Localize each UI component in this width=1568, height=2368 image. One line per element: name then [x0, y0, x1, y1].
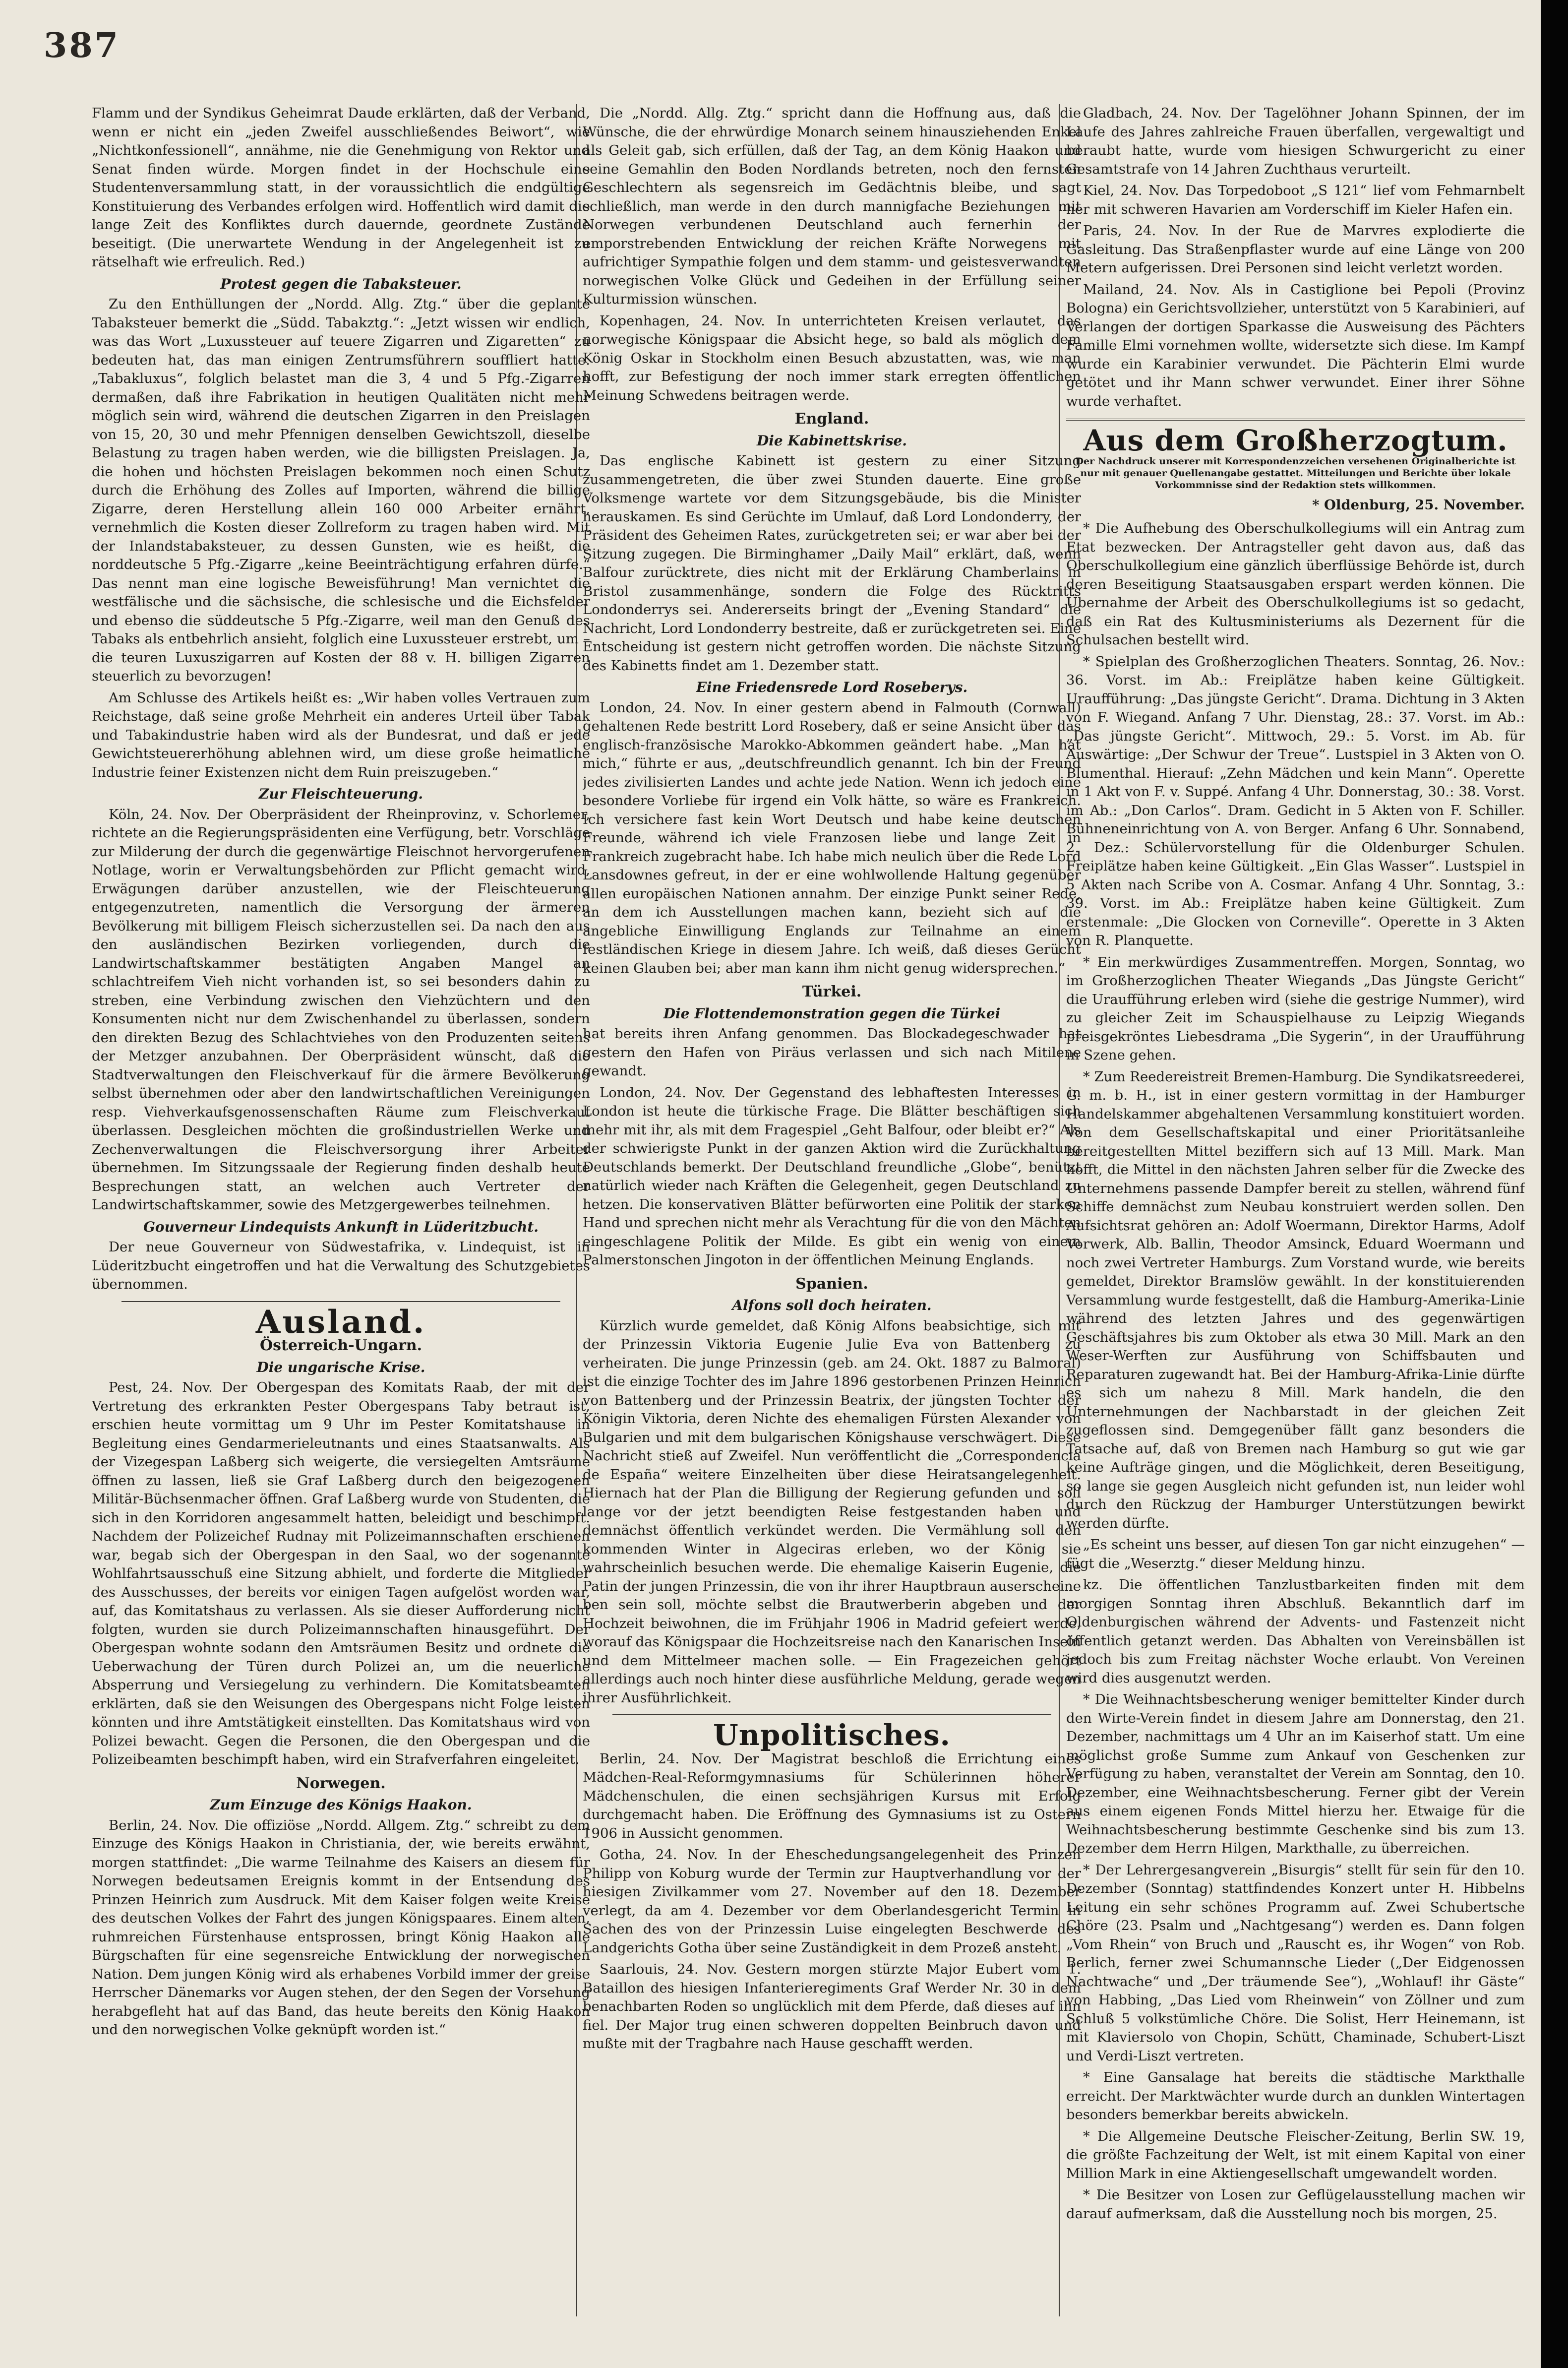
section-divider: [121, 1301, 560, 1302]
section-title: Unpolitisches.: [713, 1718, 951, 1752]
article-paragraph: * Die Aufhebung des Oberschulkollegiums will ein Antrag zum Etat bezwecken. Der Antragsteller geht davon aus, daß das Oberschulkollegium eine gänzlich überflüssige Behörde ist, durch deren Beseitigung Staatsausgaben erspart werden können. Die Übernahme der Arbeit des Oberschulkollegiums ist so gedacht, daß ein Rat des Kultusministeriums als Dezernent für die Schulsachen bestellt wird.: [1066, 520, 1525, 648]
article-paragraph: * Ein merkwürdiges Zusammentreffen. Morgen, Sonntag, wo im Großherzoglichen Theater Wiegands „Das Jüngste Gericht“ die Uraufführung erleben wird (siehe die gestrige Nummer), wird zu gleicher Zeit im Schauspielhause zu Leipzig Wiegands preisgekröntes Liebesdrama „Die Sygerin“, in der Uraufführung in Szene gehen.: [1066, 954, 1525, 1063]
article-paragraph: Das englische Kabinett ist gestern zu einer Sitzung zusammengetreten, die über zwei Stunden dauerte. Eine große Volksmenge wartete vor dem Sitzungsgebäude, bis die Minister herauskamen. Es sind Gerüchte im Umlauf, daß Lord Londonderry, der Präsident des Geheimen Rates, zurückgetreten sei; er war aber bei der Sitzung zugegen. Die Birminghamer „Daily Mail“ erklärt, daß, wenn Balfour zurücktrete, dies nicht mit der Erklärung Chamberlains in Bristol zusammenhänge, sondern die Folge des Rücktritts Londonderrys sei. Andererseits bringt der „Evening Standard“ die Nachricht, Lord Londonderry bestreite, daß er zurückgetreten sei. Eine Entscheidung ist gestern nicht getroffen worden. Die nächste Sitzung des Kabinetts findet am 1. Dezember statt.: [583, 453, 1081, 674]
article-paragraph: Kopenhagen, 24. Nov. In unterrichteten Kreisen verlautet, das norwegische Königspaar die Absicht hege, so bald als möglich dem König Oskar in Stockholm einen Besuch abzustatten, was, wie man hofft, zur Befestigung der noch immer stark erregten öffentlichen Meinung Schwedens beitragen werde.: [583, 312, 1081, 403]
article-paragraph: Gotha, 24. Nov. In der Eheschedungsangelegenheit des Prinzen Philipp von Koburg wurde der Termin zur Hauptverhandlung vor der hiesigen Zivilkammer vom 27. November auf den 18. Dezember verlegt, da am 4. Dezember vor dem Oberlandesgericht Termin in Sachen des von der Prinzessin Luise eingelegten Beschwerde des Landgerichts Gotha über seine Zuständigkeit in dem Prozeß ansteht.: [583, 1847, 1081, 1956]
section-divider: [612, 1714, 1051, 1715]
article-heading: Protest gegen die Tabaksteuer.: [220, 275, 462, 292]
article-paragraph: * Die Weihnachtsbescherung weniger bemittelter Kinder durch den Wirte-Verein findet in diesem Jahre am Donnerstag, den 21. Dezember, nachmittags um 4 Uhr an im Kaiserhof statt. Um eine möglichst große Summe zum Ankauf von Geschenken zur Verfügung zu haben, veranstaltet der Verein am Sonntag, den 10. Dezember, eine Weihnachtsbescherung. Ferner gibt der Verein aus einem eigenen Fonds Mittel hierzu her. Etwaige für die Weihnachtsbescherung bestimmte Geschenke sind bis zum 13. Dezember dem Herrn Hilgen, Markthalle, zu überreichen.: [1066, 1691, 1525, 1856]
country-heading: Norwegen.: [296, 1774, 386, 1792]
article-paragraph: Kürzlich wurde gemeldet, daß König Alfons beabsichtige, sich mit der Prinzessin Viktoria Eugenie Julie Eva von Battenberg zu verheiraten. Die junge Prinzessin (geb. am 24. Okt. 1887 zu Balmoral) ist die einzige Tochter des im Jahre 1896 gestorbenen Prinzen Heinrich von Battenberg und der Prinzessin Beatrix, der jüngsten Tochter der Königin Viktoria, deren Nichte des ehemaligen Fürsten Alexander von Bulgarien und mit dem bulgarischen Königshause verschwägert. Diese Nachricht stieß auf Zweifel. Nun veröffentlicht die „Correspondencia de España“ weitere Einzelheiten über diese Heiratsangelegenheit. Hiernach hat der Plan die Billigung der Regierung gefunden und soll lange vor der jetzt beendigten Reise festgestanden haben und demnächst öffentlich verkündet werden. Die Vermählung soll den kommenden Winter in Algeciras erleben, wo der König sie wahrscheinlich besuchen werde. Die ehemalige Kaiserin Eugenie, die Patin der jungen Prinzessin, die von ihr ihrer Hauptbraun auserscheine ben sein soll, möchte selbst die Brautwerberin abgeben und der Hochzeit beiwohnen, die im Frühjahr 1906 in Madrid gefeiert werde, worauf das Königspaar die Hochzeitsreise nach den Kanarischen Inseln und dem Mittelmeer machen solle. — Ein Fragezeichen gehört allerdings auch noch hinter diese ausführliche Meldung, gerade wegen ihrer Ausführlichkeit.: [583, 1317, 1081, 1706]
reprint-notice: Der Nachdruck unserer mit Korrespondenzzeichen versehenen Originalberichte ist nur mit genauer Quellenangabe gestattet. Mitteilungen und Berichte über lokale Vorkommnisse sind der Redaktion stets willkommen.: [1075, 455, 1516, 491]
page-number: 387: [44, 26, 120, 65]
article-paragraph: * Eine Gansalage hat bereits die städtische Markthalle erreicht. Der Marktwächter wurde durch an dunklen Wintertagen besonders bemerkbar bereits abwickeln.: [1066, 2069, 1525, 2122]
article-heading: Zur Fleischteuerung.: [258, 786, 423, 802]
article-paragraph: London, 24. Nov. Der Gegenstand des lebhaftesten Interesses in London ist heute die türkische Frage. Die Blätter beschäftigen sich mehr mit ihr, als mit dem Fragespiel „Geht Balfour, oder bleibt er?“ Als der schwierigste Punkt in der ganzen Aktion wird die Zurückhaltung Deutschlands bemerkt. Der Deutschland freundliche „Globe“, benützt natürlich wieder nach Kräften die Gelegenheit, gegen Deutschland zu hetzen. Die konservativen Blätter befürworten eine Politik der starken Hand und sprechen nicht mehr als Verachtung für die von den Mächten eingeschlagene Politik der Milde. Es gibt ein wenig von einem Palmerstonschen Jingoton in der öffentlichen Meinung Englands.: [583, 1084, 1081, 1268]
article-paragraph: Pest, 24. Nov. Der Obergespan des Komitats Raab, der mit der Vertretung des erkrankten Pester Obergespans Taby betraut ist, erschien heute vormittag um 9 Uhr im Pester Komitatshause in Begleitung eines Gendarmerieleutnants und eines Staatsanwalts. Als der Vizegespan Laßberg sich weigerte, die versiegelten Amtsräume öffnen zu lassen, ließ sie Graf Laßberg durch den beigezogenen Militär-Büchsenmacher öffnen. Graf Laßberg wurde von Studenten, die sich in den Korridoren angesammelt hatten, beleidigt und beschimpft. Nachdem der Polizeichef Rudnay mit Polizeimannschaften erschienen war, begab sich der Obergespan in den Saal, wo der sogenannte Wohlfahrtsausschuß eine Sitzung abhielt, und forderte die Mitglieder des Ausschusses, der bereits vor einigen Tagen aufgelöst worden war, auf, das Komitatshaus zu verlassen. Als sie dieser Aufforderung nicht folgten, wurden sie durch Polizeimannschaften hinausgeführt. Der Obergespan wohnte sodann den Amtsräumen Besitz und ordnete die Ueberwachung der Türen durch Polizei an, um die neuerliche Absperrung und Versiegelung zu verhindern. Die Komitatsbeamten erklärten, daß sie den Weisungen des Obergespans nicht Folge leisten könnten und ihre Amtstätigkeit einstellten. Das Komitatshaus wird von Polizei bewacht. Gegen die Personen, die den Obergespan und die Polizeibeamten beschimpft haben, wird ein Strafverfahren eingeleitet.: [92, 1379, 590, 1767]
article-paragraph: * Der Lehrergesangverein „Bisurgis“ stellt für sein für den 10. Dezember (Sonntag) stattfindendes Konzert unter H. Hibbelns Leitung ein sehr schönes Programm auf. Zwei Schubertsche Chöre (23. Psalm und „Nachtgesang“) werden es. Dann folgen „Vom Rhein“ von Bruch und „Rauscht es, ihr Wogen“ von Rob. Berlich, ferner zwei Schumannsche Lieder („Der Eidgenossen Nachtwache“ und „Der träumende See“), „Wohlauf! ihr Gäste“ von Habbing, „Das Lied vom Rheinwein“ von Zöllner und zum Schluß 5 volkstümliche Chöre. Die Solist, Herr Heinemann, ist mit Klaviersolo von Chopin, Schütt, Chaminade, Schubert-Liszt und Verdi-Liszt vertreten.: [1066, 1862, 1525, 2064]
article-paragraph: Kiel, 24. Nov. Das Torpedoboot „S 121“ lief vom Fehmarnbelt her mit schweren Havarien am Vorderschiff im Kieler Hafen ein.: [1066, 183, 1525, 217]
article-paragraph: Paris, 24. Nov. In der Rue de Marvres explodierte die Gasleitung. Das Straßenpflaster wurde auf eine Länge von 200 Metern aufgerissen. Drei Personen sind leicht verletzt worden.: [1066, 223, 1525, 276]
column-1: [92, 104, 590, 2326]
article-heading: Zum Einzuge des Königs Haakon.: [210, 1797, 472, 1813]
article-paragraph: * Die Allgemeine Deutsche Fleischer-Zeitung, Berlin SW. 19, die größte Fachzeitung der Welt, ist mit einem Kapital von einer Million Mark in eine Aktiengesellschaft umgewandelt worden.: [1066, 2128, 1525, 2181]
article-paragraph: Zu den Enthüllungen der „Nordd. Allg. Ztg.“ über die geplante Tabaksteuer bemerkt die „Südd. Tabakztg.“: „Jetzt wissen wir endlich, was das Wort „Luxussteuer auf teuere Zigarren und Zigaretten“ zu bedeuten hat, das man einigen Zentrumsführern souffliert hatte. „Tabakluxus“, folglich belastet man die 3, 4 und 5 Pfg.-Zigarren dermaßen, daß ihre Fabrikation in heutigen Qualitäten nicht mehr möglich sein wird, während die deutschen Zigarren in den Preislagen von 15, 20, 30 und mehr Pfennigen denselben Gewichtszoll, dieselbe Belastung zu tragen haben werden, wie die billigsten Preislagen. Ja, die hohen und höchsten Preislagen bekommen noch einen Schutz durch die Erhöhung des Zolles auf Importen, während die billige Zigarre, deren Herstellung allein 160 000 Arbeiter ernährt, vernehmlich die Kosten dieser Zollreform zu tragen haben wird. Mit der Inlandstabaksteuer, zu dessen Gunsten, wie es heißt, die norddeutsche 5 Pfg.-Zigarre „keine Beeinträchtigung erfahren dürfe.“ Das nennt man eine logische Beweisführung! Man vernichtet die westfälische und die sächsische, die schlesische und die Eichsfelder und ebenso die süddeutsche 5 Pfg.-Zigarre, weil man den Genuß des Tabaks als entbehrlich ansieht, folglich eine Luxussteuer erstrebt, um – die teuren Luxuszigarren auf Kosten der 88 v. H. billigen Zigarren steuerlich zu bevorzugen!: [92, 296, 590, 684]
column-3: [1066, 104, 1525, 2326]
article-heading: Die ungarische Krise.: [256, 1359, 425, 1375]
article-paragraph: kz. Die öffentlichen Tanzlustbarkeiten finden mit dem morgigen Sonntag ihren Abschluß. Bekanntlich darf im Oldenburgischen während der Advents- und Fastenzeit nicht öffentlich getanzt werden. Das Abhalten von Vereinsbällen ist jedoch bis zum Freitag nächster Woche erlaubt. Von Vereinen wird dies ausgenutzt werden.: [1066, 1577, 1525, 1686]
article-paragraph: „Es scheint uns besser, auf diesen Ton gar nicht einzugehen“ — fügt die „Weserztg.“ dieser Meldung hinzu.: [1066, 1537, 1525, 1571]
article-paragraph: hat bereits ihren Anfang genommen. Das Blockadegeschwader hat gestern den Hafen von Piräus verlassen und sich nach Mitilene gewandt.: [583, 1026, 1081, 1079]
article-heading: Die Flottendemonstration gegen die Türkei: [663, 1005, 1001, 1022]
article-paragraph: Berlin, 24. Nov. Die offiziöse „Nordd. Allgem. Ztg.“ schreibt zu dem Einzuge des Königs Haakon in Christiania, der, wie bereits erwähnt, morgen stattfindet: „Die warme Teilnahme des Kaisers an diesem für Norwegen bedeutsamen Ereignis kommt in der Entsendung des Prinzen Heinrich zum Ausdruck. Mit dem Kaiser folgen weite Kreise des deutschen Volkes der Fahrt des jungen Königspaares. Einem alten, ruhmreichen Fürstenhause entsprossen, bringt König Haakon alle Bürgschaften für eine segensreiche Entwicklung der norwegischen Nation. Dem jungen König wird als erhabenes Vorbild immer der greise Herrscher Dänemarks vor Augen stehen, der den Segen der Vorsehung herabgefleht hat auf das Band, das heute bereits den König Haakon und den norwegischen Volke geknüpft worden ist.“: [92, 1817, 590, 2038]
section-divider: [1066, 419, 1525, 421]
article-paragraph: Gladbach, 24. Nov. Der Tagelöhner Johann Spinnen, der im Laufe des Jahres zahlreiche Frauen überfallen, vergewaltigt und beraubt hatte, wurde vom hiesigen Schwurgericht zu einer Gesamtstrafe von 14 Jahren Zuchthaus verurteilt.: [1066, 105, 1525, 177]
article-heading: Gouverneur Lindequists Ankunft in Lüderitzbucht.: [143, 1218, 539, 1235]
article-paragraph: Flamm und der Syndikus Geheimrat Daude erklärten, daß der Verband, wenn er nicht ein „jeden Zweifel ausschließendes Beiwort“, wie „Nichtkonfessionell“, annähme, nie die Genehmigung von Rektor und Senat finden würde. Morgen findet in der Hochschule eine Studentenversammlung statt, in der voraussichtlich die endgültige Konstituierung des Verbandes erfolgen wird. Hoffentlich wird damit die lange Zeit des Konfliktes durch dauernde, geordnete Zustände beseitigt. (Die unerwartete Wendung in der Angelegenheit ist zu rätselhaft wie erfreulich. Red.): [92, 105, 590, 270]
article-heading: Alfons soll doch heiraten.: [732, 1297, 932, 1313]
article-paragraph: Die „Nordd. Allg. Ztg.“ spricht dann die Hoffnung aus, daß die Wünsche, die der ehrwürdige Monarch seinem hinausziehenden Enkel als Geleit gab, sich erfüllen, daß der Tag, an dem König Haakon und seine Gemahlin den Boden Nordlands betreten, noch den fernsten Geschlechtern als segensreich im Gedächtnis bleibe, und sagt schließlich, man werde in den durch mannigfache Beziehungen mit Norwegen verbundenen Deutschland auch fernerhin der emporstrebenden Entwicklung der reichen Kräfte Norwegens mit aufrichtiger Sympathie folgen und dem stamm- und geistesverwandten norwegischen Volke Glück und Gedeihen in der Erfüllung seiner Kulturmission wünschen.: [583, 105, 1081, 307]
article-paragraph: * Zum Reedereistreit Bremen-Hamburg. Die Syndikatsreederei, G. m. b. H., ist in einer gestern vormittag in der Hamburger Handelskammer abgehaltenen Versammlung konstituiert worden. Von dem Gesellschaftskapital und einer Prioritätsanleihe bereitgestellten Mittel beziffern sich auf 13 Mill. Mark. Man hofft, die Mittel in den nächsten Jahren selber für die Zwecke des Unternehmens passende Dampfer bereit zu stellen, während fünf Schiffe demnächst zum Neubau konstruiert werden sollen. Den Aufsichtsrat gehören an: Adolf Woermann, Direktor Harms, Adolf Vorwerk, Alb. Ballin, Theodor Amsinck, Eduard Woermann und noch zwei Vertreter Hamburgs. Zum Vorstand wurde, wie bereits gemeldet, Direktor Bramslöw gewählt. In der konstituierenden Versammlung wurde festgestellt, daß die Hamburg-Amerika-Linie während des letzten Jahres und des gegenwärtigen Geschäftsjahres bis zum Oktober als etwa 30 Mill. Mark an den Weser-Werften zur Ausführung von Schiffsbauten und Reparaturen zugewandt hat. Bei der Hamburg-Afrika-Linie dürfte es sich um nahezu 8 Mill. Mark handeln, die den Unternehmungen der Nachbarstadt in der gleichen Zeit zugeflossen sind. Demgegenüber fällt ganz besonders die Tatsache auf, daß von Bremen nach Hamburg so gut wie gar keine Aufträge gingen, und die Möglichkeit, deren Beseitigung, so lange sie gegen Ausgleich nicht gefunden ist, nun leider wohl durch den Rückzug der Hamburger Unterstützungen bewirkt werden dürfte.: [1066, 1068, 1525, 1531]
article-heading: Eine Friedensrede Lord Roseberys.: [696, 679, 968, 695]
article-paragraph: London, 24. Nov. In einer gestern abend in Falmouth (Cornwall) gehaltenen Rede bestritt Lord Rosebery, daß er seine Ansicht über das englisch-französische Marokko-Abkommen geändert habe. „Man hat mich,“ führte er aus, „deutschfreundlich genannt. Ich bin der Freund jedes zivilisierten Landes und achte jede Nation. Wenn ich jedoch eine besondere Vorliebe für irgend ein Volk hätte, so wäre es Frankreich. Ich versichere fast kein Wort Deutsch und habe keine deutschen Freunde, während ich viele Franzosen liebe und lange Zeit in Frankreich zugebracht habe. Ich habe mich neulich über die Rede Lord Lansdownes gefreut, in der er eine wohlwollende Haltung gegenüber allen europäischen Nationen annahm. Der einzige Punkt seiner Rede, an dem ich Ausstellungen machen kann, bezieht sich auf die angebliche Einwilligung Englands zur Teilnahme an einem festländischen Kriege in diesem Jahre. Ich weiß, daß dieses Gerücht keinen Glauben bei; aber man kann ihm nicht genug widersprechen.“: [583, 699, 1081, 976]
scan-edge-bar: [1541, 0, 1568, 2368]
section-title: Aus dem Großherzogtum.: [1083, 424, 1508, 457]
country-heading: Spanien.: [795, 1275, 868, 1293]
article-paragraph: Der neue Gouverneur von Südwestafrika, v. Lindequist, ist in Lüderitzbucht eingetroffen und hat die Verwaltung des Schutzgebietes übernommen.: [92, 1239, 590, 1292]
article-heading: Die Kabinettskrise.: [756, 432, 907, 449]
country-heading: Türkei.: [802, 983, 862, 1000]
article-paragraph: Berlin, 24. Nov. Der Magistrat beschloß die Errichtung eines Mädchen-Real-Reformgymnasiums für Schülerinnen höherer Mädchenschulen, die einen sechsjährigen Kursus mit Erfolg durchgemacht haben. Die Eröffnung des Gymnasiums ist zu Ostern 1906 in Aussicht genommen.: [583, 1750, 1081, 1841]
article-paragraph: Mailand, 24. Nov. Als in Castiglione bei Pepoli (Provinz Bologna) ein Gerichtsvollzieher, unterstützt von 5 Karabinieri, auf Verlangen der dortigen Sparkasse die Ausweisung des Pächters Famille Elmi vornehmen wollte, widersetzte sich diese. Im Kampf wurde ein Karabinier verwundet. Die Pächterin Elmi wurde getötet und ihr Mann schwer verwundet. Einer ihrer Söhne wurde verhaftet.: [1066, 281, 1525, 409]
article-paragraph: Köln, 24. Nov. Der Oberpräsident der Rheinprovinz, v. Schorlemer, richtete an die Regierungspräsidenten eine Verfügung, betr. Vorschläge zur Milderung der durch die gegenwärtige Fleischnot hervorgerufenen Notlage, worin er Verwaltungsbehörden zur Pflicht gemacht wird, Erwägungen darüber anzustellen, wie der Fleischteuerung entgegenzutreten, namentlich die Versorgung der ärmeren Bevölkerung mit billigem Fleisch sicherzustellen sei. Da nach den aus den ausländischen Bezirken vorliegenden, durch die Landwirtschaftskammer bestätigten Angaben Mangel an schlachtreifem Vieh nicht vorhanden ist, so sei besonders dahin zu streben, eine Verbindung zwischen den Viehzüchtern und den Konsumenten nicht nur dem Zwischenhandel zu überlassen, sondern den direkten Bezug des Schlachtviehes von den Produzenten seitens der Metzger anzubahnen. Der Oberpräsident wünscht, daß die Stadtverwaltungen den Fleischverkauf für die ärmere Bevölkerung selbst übernehmen oder aber den landwirtschaftlichen Vereinigungen resp. Viehverkaufsgenossenschaften Räume zum Fleischverkauf überlassen. Desgleichen möchten die großindustriellen Werke und Zechenverwaltungen die Fleischversorgung ihrer Arbeiter übernehmen. Im Sitzungssaale der Regierung finden deshalb heute Besprechungen statt, an welchen auch Vertreter der Landwirtschaftskammer, sowie des Metzgergewerbes teilnehmen.: [92, 806, 590, 1213]
article-paragraph: * Spielplan des Großherzoglichen Theaters. Sonntag, 26. Nov.: 36. Vorst. im Ab.: Freiplätze haben keine Gültigkeit. Uraufführung: „Das jüngste Gericht“. Drama. Dichtung in 3 Akten von F. Wiegand. Anfang 7 Uhr. Dienstag, 28.: 37. Vorst. im Ab.: „Das jüngste Gericht“. Mittwoch, 29.: 5. Vorst. im Ab. für Auswärtige: „Der Schwur der Treue“. Lustspiel in 3 Akten von O. Blumenthal. Hierauf: „Zehn Mädchen und kein Mann“. Operette in 1 Akt von F. v. Suppé. Anfang 4 Uhr. Donnerstag, 30.: 38. Vorst. im Ab.: „Don Carlos“. Dram. Gedicht in 5 Akten von F. Schiller. Bühneneinrichtung von A. von Berger. Anfang 6 Uhr. Sonnabend, 2. Dez.: Schülervorstellung für die Oldenburger Schulen. Freiplätze haben keine Gültigkeit. „Ein Glas Wasser“. Lustspiel in 5 Akten nach Scribe von A. Cosmar. Anfang 4 Uhr. Sonntag, 3.: 39. Vorst. im Ab.: Freiplätze haben keine Gültigkeit. Zum erstenmale: „Die Glocken von Corneville“. Operette in 3 Akten von R. Planquette.: [1066, 653, 1525, 948]
article-paragraph: Am Schlusse des Artikels heißt es: „Wir haben volles Vertrauen zum Reichstage, daß seine große Mehrheit ein anderes Urteil über Tabak und Tabakindustrie haben wird als der Bundesrat, und daß er jede Gewichtsteuererhöhung ablehnen wird, um diese große heimatliche Industrie feiner Existenzen nicht dem Ruin preiszugeben.“: [92, 689, 590, 780]
section-title: Ausland.: [255, 1303, 426, 1341]
country-heading: Österreich-Ungarn.: [259, 1337, 422, 1354]
article-paragraph: Saarlouis, 24. Nov. Gestern morgen stürzte Major Eubert vom 1. Bataillon des hiesigen Infanterieregiments Graf Werder Nr. 30 in dem benachbarten Roden so unglücklich mit dem Pferde, daß dieses auf ihn fiel. Der Major trug einen schweren doppelten Beinbruch davon und mußte mit der Tragbahre nach Hause geschafft werden.: [583, 1961, 1081, 2052]
column-2: [583, 104, 1081, 2321]
dateline-heading: * Oldenburg, 25. November.: [1312, 497, 1525, 513]
article-paragraph: * Die Besitzer von Losen zur Geflügelausstellung machen wir darauf aufmerksam, daß die Ausstellung noch bis morgen, 25.: [1066, 2187, 1525, 2222]
country-heading: England.: [794, 410, 869, 428]
